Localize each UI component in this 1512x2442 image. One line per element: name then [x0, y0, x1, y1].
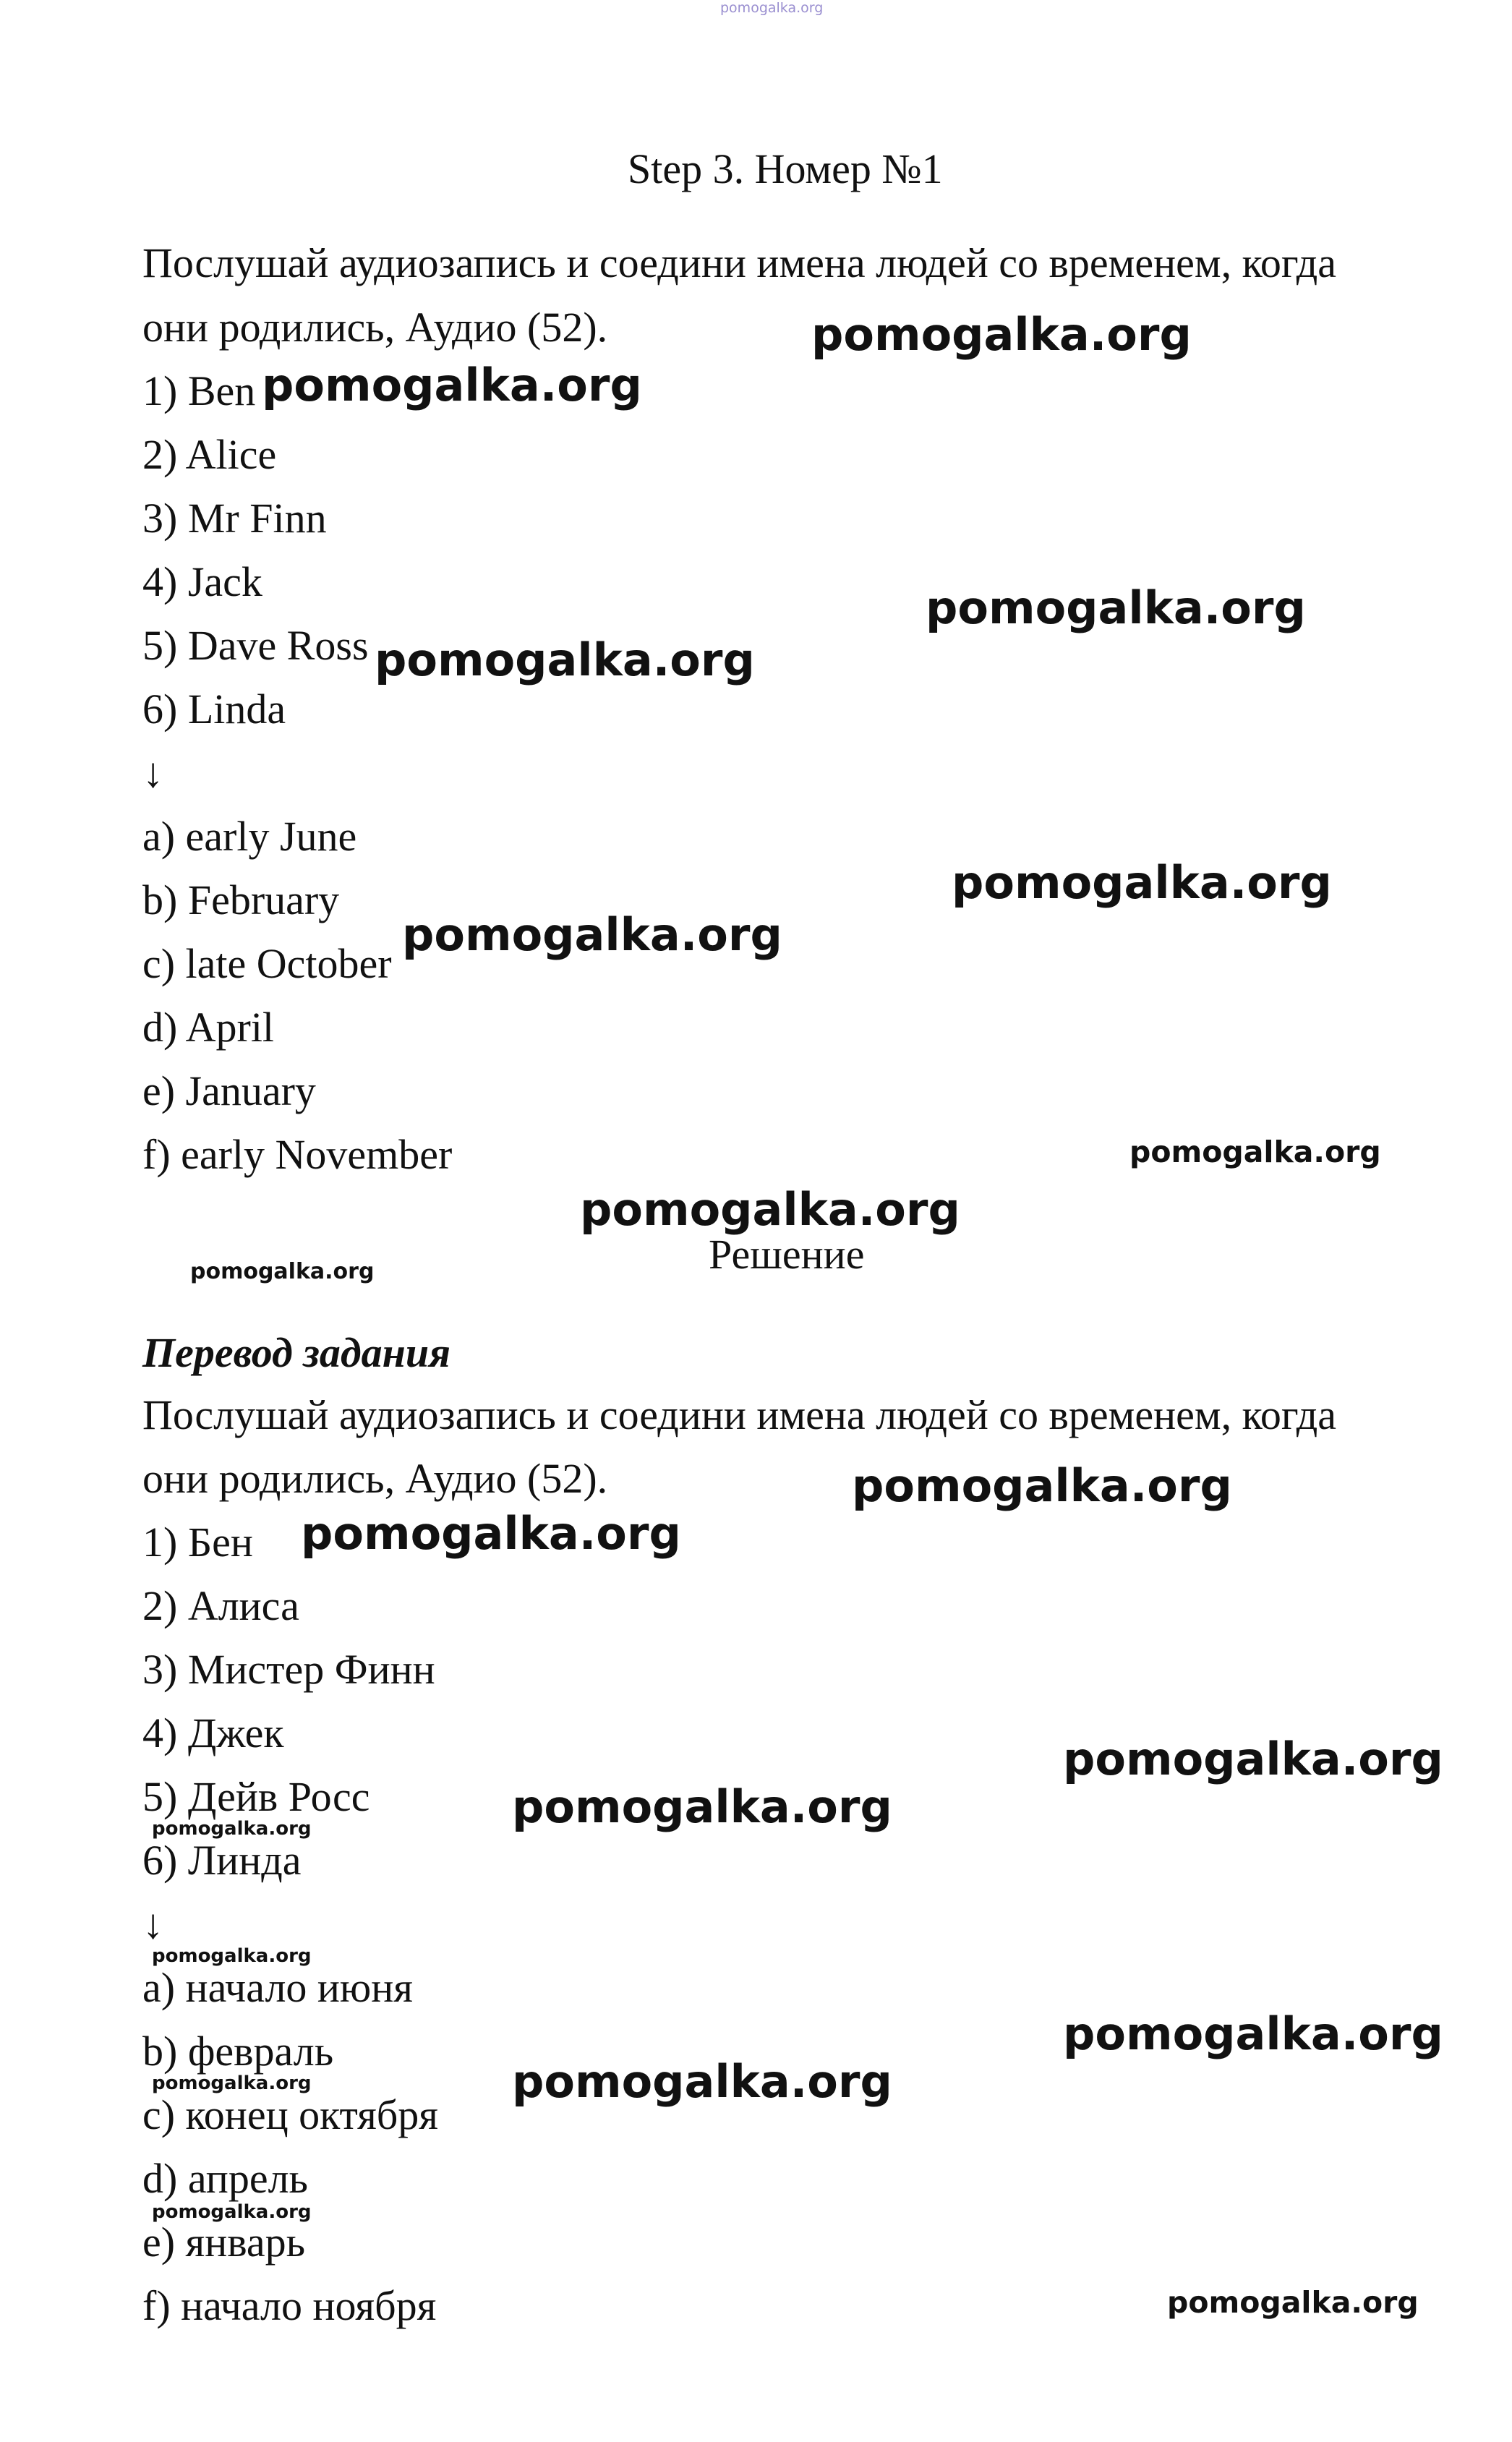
translation-name-item: 6) Линда	[142, 1837, 302, 1884]
translation-name-item: 4) Джек	[142, 1709, 284, 1756]
down-arrow-icon: ↓	[142, 1900, 163, 1947]
task-instruction-line-2: они родились, Аудио (52).	[142, 304, 608, 351]
watermark: pomogalka.org	[402, 908, 782, 961]
translation-time-item: e) январь	[142, 2219, 306, 2266]
watermark: pomogalka.org	[152, 1818, 312, 1840]
task-time-item: a) early June	[142, 813, 357, 860]
translation-heading: Перевод задания	[142, 1329, 450, 1376]
watermark: pomogalka.org	[190, 1259, 375, 1284]
watermark: pomogalka.org	[1129, 1135, 1381, 1169]
translation-name-item: 2) Алиса	[142, 1582, 299, 1629]
watermark: pomogalka.org	[1167, 2285, 1419, 2320]
task-instruction-line-1: Послушай аудиозапись и соедини имена людей со временем, когда	[142, 239, 1336, 286]
translation-time-item: b) февраль	[142, 2028, 334, 2075]
translation-time-item: a) начало июня	[142, 1964, 413, 2011]
task-name-item: 3) Mr Finn	[142, 495, 327, 542]
watermark: pomogalka.org	[512, 2055, 892, 2108]
watermark: pomogalka.org	[262, 359, 642, 411]
translation-time-item: f) начало ноября	[142, 2282, 437, 2329]
watermark: pomogalka.org	[926, 581, 1306, 634]
watermark: pomogalka.org	[580, 1183, 960, 1236]
watermark-top: pomogalka.org	[720, 0, 824, 16]
task-time-item: d) April	[142, 1004, 275, 1051]
translation-instruction-line-1: Послушай аудиозапись и соедини имена людей со временем, когда	[142, 1391, 1336, 1438]
watermark: pomogalka.org	[512, 1780, 892, 1833]
task-name-item: 4) Jack	[142, 558, 262, 605]
translation-name-item: 5) Дейв Росс	[142, 1773, 370, 1820]
task-time-item: c) late October	[142, 940, 392, 987]
translation-name-item: 3) Мистер Финн	[142, 1646, 435, 1693]
watermark: pomogalka.org	[301, 1507, 681, 1560]
watermark: pomogalka.org	[152, 1945, 312, 1967]
solution-label: Решение	[709, 1231, 865, 1278]
page-title: Step 3. Номер №1	[628, 145, 943, 192]
watermark: pomogalka.org	[1063, 1733, 1443, 1785]
watermark: pomogalka.org	[952, 856, 1332, 909]
task-time-item: e) January	[142, 1067, 316, 1114]
watermark: pomogalka.org	[811, 308, 1192, 361]
task-time-item: f) early November	[142, 1131, 453, 1178]
watermark: pomogalka.org	[152, 2201, 312, 2223]
translation-name-item: 1) Бен	[142, 1519, 253, 1566]
watermark: pomogalka.org	[1063, 2007, 1443, 2060]
task-name-item: 5) Dave Ross	[142, 622, 369, 669]
translation-time-item: d) апрель	[142, 2155, 308, 2202]
down-arrow-icon: ↓	[142, 749, 163, 796]
task-time-item: b) February	[142, 876, 340, 923]
translation-instruction-line-2: они родились, Аудио (52).	[142, 1455, 608, 1502]
watermark: pomogalka.org	[852, 1459, 1232, 1512]
translation-time-item: c) конец октября	[142, 2091, 438, 2138]
task-name-item: 1) Ben	[142, 367, 256, 414]
task-name-item: 6) Linda	[142, 686, 286, 733]
watermark: pomogalka.org	[375, 633, 755, 686]
watermark: pomogalka.org	[152, 2072, 312, 2094]
task-name-item: 2) Alice	[142, 431, 277, 478]
